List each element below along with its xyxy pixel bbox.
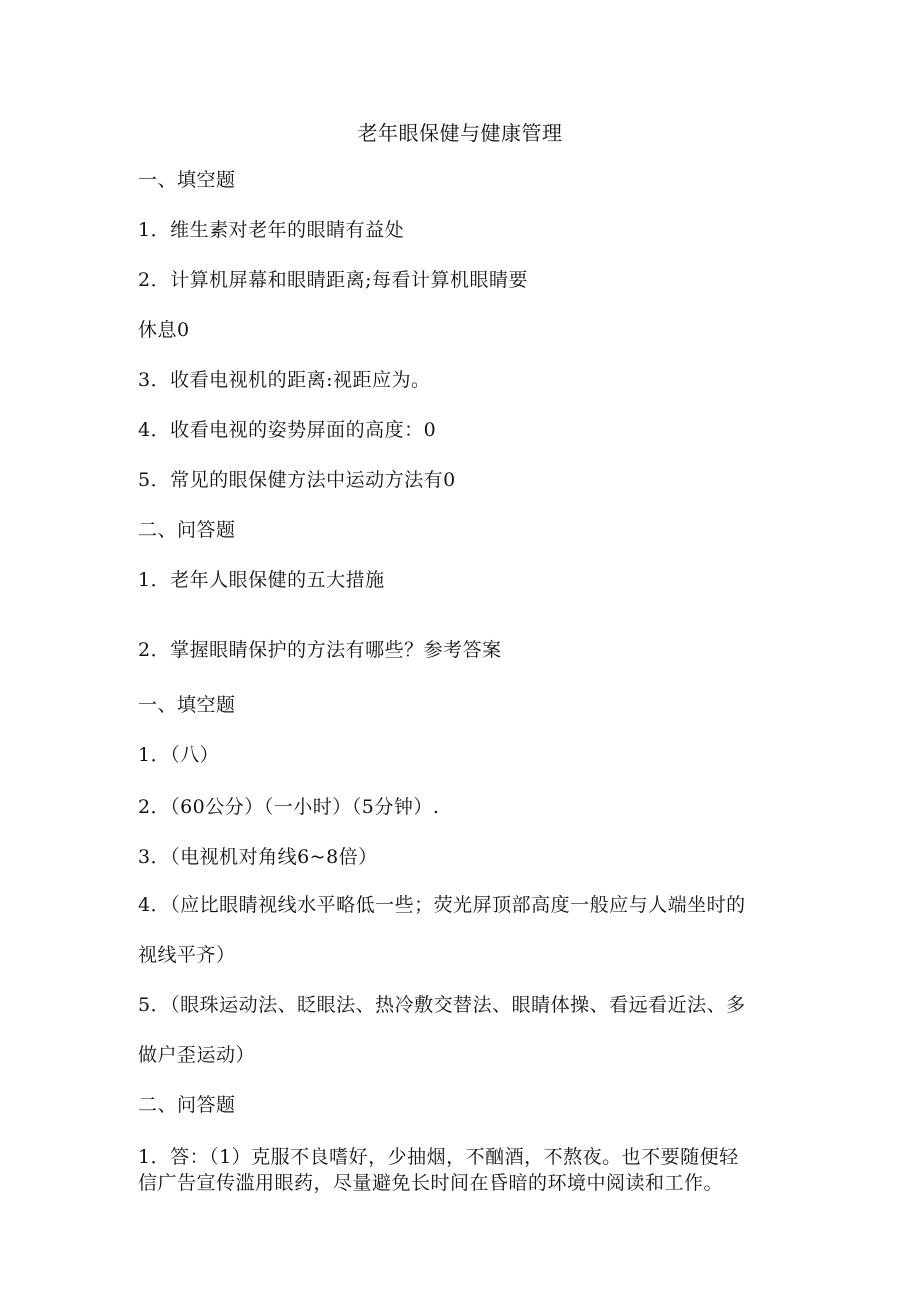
answer-fill-5: 5．（眼珠运动法、眨眼法、热冷敷交替法、眼睛体操、看远看近法、多 [138, 994, 746, 1016]
answer-qa-1-cont: 信广告宣传滥用眼药，尽量避免长时间在昏暗的环境中阅读和工作。 [138, 1172, 724, 1194]
answers-qa-heading: 二、问答题 [138, 1094, 236, 1116]
answers-fill-heading: 一、填空题 [138, 694, 236, 716]
answer-fill-1: 1．（八） [138, 744, 220, 766]
question-fill-2-cont: 休息0 [138, 319, 190, 341]
question-fill-4: 4．收看电视的姿势屏面的高度：0 [138, 419, 437, 441]
answer-fill-2: 2．（60公分）（一小时）（5分钟）. [138, 796, 440, 818]
questions-fill-heading: 一、填空题 [138, 169, 236, 191]
questions-qa-heading: 二、问答题 [138, 519, 236, 541]
answer-fill-5-cont: 做户歪运动） [138, 1044, 256, 1066]
question-qa-2: 2．掌握眼睛保护的方法有哪些？参考答案 [138, 639, 502, 661]
answer-qa-1: 1．答：（1）克服不良嗜好，少抽烟，不酗酒，不熬夜。也不要随便轻 [138, 1146, 739, 1168]
question-fill-3: 3．收看电视机的距离:视距应为。 [138, 369, 431, 391]
question-fill-5: 5．常见的眼保健方法中运动方法有0 [138, 469, 456, 491]
question-fill-1: 1．维生素对老年的眼睛有益处 [138, 219, 405, 241]
answer-fill-4: 4．（应比眼睛视线水平略低一些；荧光屏顶部高度一般应与人端坐时的 [138, 894, 746, 916]
document-title: 老年眼保健与健康管理 [357, 121, 563, 145]
answer-fill-3: 3．（电视机对角线6~8倍） [138, 846, 378, 868]
question-qa-1: 1．老年人眼保健的五大措施 [138, 569, 385, 591]
answer-fill-4-cont: 视线平齐） [138, 944, 236, 966]
question-fill-2: 2．计算机屏幕和眼睛距离;每看计算机眼睛要 [138, 269, 528, 291]
